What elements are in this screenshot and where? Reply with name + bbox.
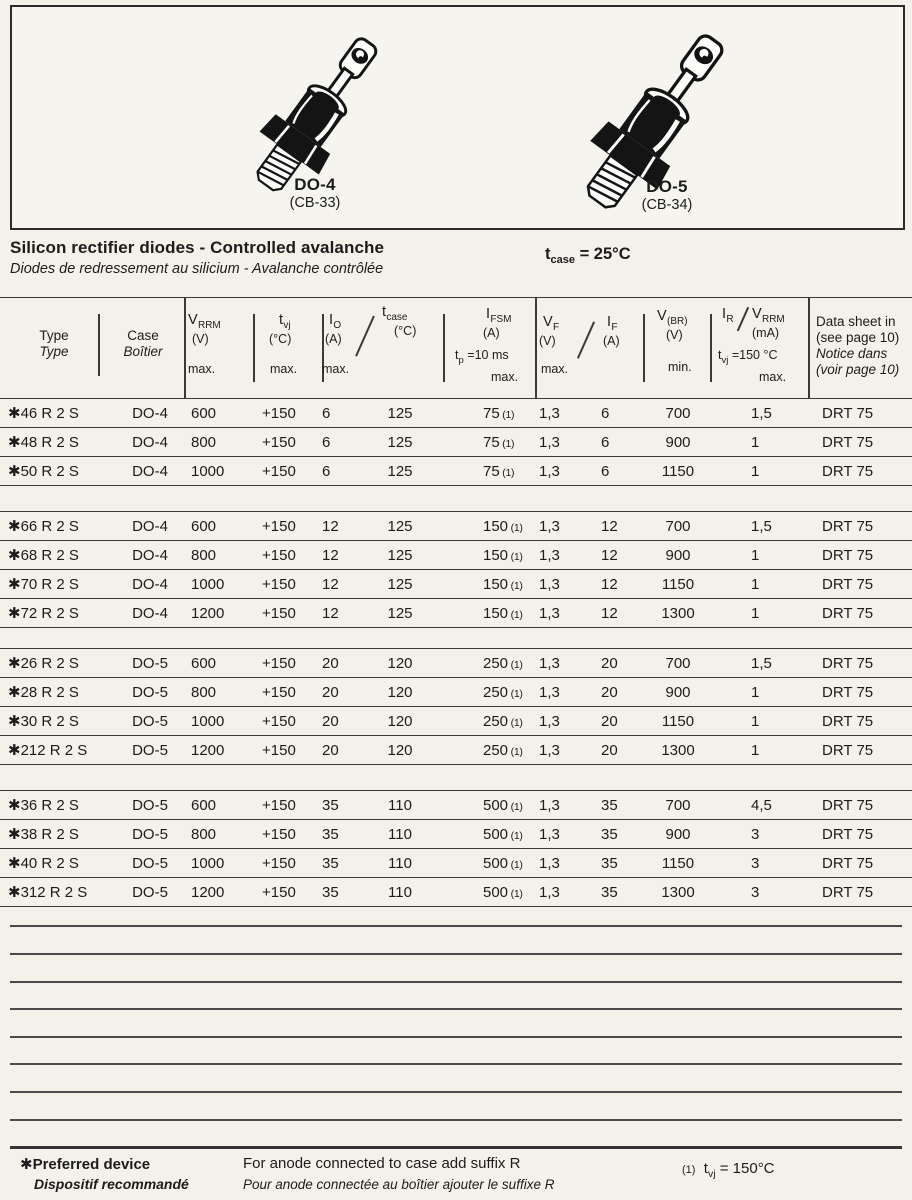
cell-vbr: 900 [665, 547, 691, 564]
cell-tvj: +150 [262, 684, 296, 701]
footnote-1: (1) $t_{vj} = 150^\circ C$ [682, 1160, 775, 1180]
cell-if: 6 [601, 405, 610, 422]
cell-sheet: DRT 75 [822, 405, 874, 422]
header-divider [535, 298, 537, 399]
cell-tvj: +150 [262, 655, 296, 672]
header-vf-limit: max. [541, 362, 569, 376]
cell-vf: 1,3 [539, 713, 560, 730]
cell-if: 35 [601, 826, 618, 843]
cell-vrrm: 600 [191, 518, 217, 535]
table-row [0, 678, 912, 707]
header-vf-symbol: $V_F$ [543, 314, 560, 333]
header-vf-unit: (V) [539, 334, 556, 348]
cell-type: ✱36 R 2 S [8, 797, 79, 814]
cell-tvj: +150 [262, 434, 296, 451]
cell-sheet: DRT 75 [822, 884, 874, 901]
cell-ifsm: 75 (1) [483, 463, 515, 480]
cell-tvj: +150 [262, 547, 296, 564]
cell-vrrm: 1200 [191, 884, 225, 901]
slash-vf-if [577, 321, 595, 358]
cell-vrrm: 800 [191, 547, 217, 564]
package-name-do5: DO-5 [646, 177, 688, 196]
cell-ifsm: 500 (1) [483, 826, 523, 843]
cell-ir: 1 [751, 684, 760, 701]
cell-type: ✱46 R 2 S [8, 405, 79, 422]
cell-case: DO-5 [132, 797, 168, 814]
cell-vbr: 1300 [661, 884, 695, 901]
cell-tvj: +150 [262, 855, 296, 872]
cell-tcase: 125 [387, 576, 413, 593]
blank-row-rule [10, 953, 902, 955]
cell-case: DO-5 [132, 742, 168, 759]
cell-tvj: +150 [262, 884, 296, 901]
cell-ifsm: 250 (1) [483, 742, 523, 759]
cell-ir: 1 [751, 713, 760, 730]
cell-sheet: DRT 75 [822, 655, 874, 672]
header-divider [443, 314, 445, 382]
cell-if: 20 [601, 655, 618, 672]
header-ifsm-symbol: $I_{FSM}$ [486, 306, 512, 325]
cell-vbr: 1150 [661, 855, 695, 872]
cell-case: DO-5 [132, 713, 168, 730]
cell-io: 20 [322, 655, 339, 672]
header-io-unit: (A) [325, 332, 342, 346]
cell-vf: 1,3 [539, 742, 560, 759]
cell-vf: 1,3 [539, 684, 560, 701]
cell-tvj: +150 [262, 405, 296, 422]
cell-if: 20 [601, 684, 618, 701]
cell-ifsm: 500 (1) [483, 884, 523, 901]
cell-vf: 1,3 [539, 884, 560, 901]
cell-vbr: 900 [665, 826, 691, 843]
cell-sheet: DRT 75 [822, 855, 874, 872]
cell-vbr: 1150 [661, 576, 695, 593]
cell-type: ✱40 R 2 S [8, 855, 79, 872]
cell-ir: 3 [751, 884, 760, 901]
cell-vf: 1,3 [539, 434, 560, 451]
blank-row-rule [10, 1008, 902, 1010]
table-row [0, 428, 912, 457]
cell-vf: 1,3 [539, 655, 560, 672]
cell-vbr: 900 [665, 434, 691, 451]
header-divider [710, 314, 712, 382]
cell-ifsm: 150 (1) [483, 518, 523, 535]
cell-case: DO-4 [132, 518, 168, 535]
cell-ifsm: 75 (1) [483, 434, 515, 451]
slash-io-tcase [355, 316, 374, 357]
header-ifsm-limit: max. [491, 370, 519, 384]
table-group [0, 648, 912, 765]
cell-case: DO-5 [132, 684, 168, 701]
cell-case: DO-4 [132, 547, 168, 564]
cell-if: 35 [601, 797, 618, 814]
header-ifsm-condition: $t_p =10$ ms [455, 348, 509, 366]
header-tvj-symbol: $t_{vj}$ [279, 312, 291, 331]
table-row [0, 820, 912, 849]
cell-tcase: 125 [387, 434, 413, 451]
cell-io: 20 [322, 742, 339, 759]
suffix-note-french: Pour anode connectée au boîtier ajouter le suffixe R [243, 1177, 555, 1192]
cell-vrrm: 1000 [191, 713, 225, 730]
cell-tcase: 125 [387, 605, 413, 622]
cell-tcase: 110 [388, 797, 412, 814]
cell-ir: 1,5 [751, 655, 772, 672]
preferred-device-note-french: Dispositif recommandé [34, 1176, 189, 1192]
header-ir-unit: (mA) [752, 326, 780, 340]
header-io-limit: max. [322, 362, 350, 376]
blank-row-rule [10, 981, 902, 983]
cell-vbr: 700 [665, 518, 691, 535]
header-vbr-limit: min. [668, 360, 692, 374]
header-tvj-unit: (°C) [269, 332, 292, 346]
cell-io: 12 [322, 576, 339, 593]
cell-if: 6 [601, 463, 610, 480]
cell-ifsm: 500 (1) [483, 855, 523, 872]
cell-ir: 3 [751, 826, 760, 843]
cell-vrrm: 800 [191, 826, 217, 843]
cell-vf: 1,3 [539, 405, 560, 422]
cell-ir: 1 [751, 605, 760, 622]
cell-case: DO-4 [132, 434, 168, 451]
table-row [0, 512, 912, 541]
cell-ifsm: 250 (1) [483, 713, 523, 730]
cell-tvj: +150 [262, 576, 296, 593]
cell-tcase: 125 [387, 518, 413, 535]
cell-io: 6 [322, 405, 331, 422]
cell-type: ✱38 R 2 S [8, 826, 79, 843]
cell-sheet: DRT 75 [822, 605, 874, 622]
cell-type: ✱312 R 2 S [8, 884, 88, 901]
header-vbr-unit: (V) [666, 328, 683, 342]
cell-io: 20 [322, 713, 339, 730]
cell-ir: 1 [751, 434, 760, 451]
cell-vbr: 1300 [661, 742, 695, 759]
cell-vbr: 700 [665, 797, 691, 814]
cell-ir: 1,5 [751, 518, 772, 535]
cell-ifsm: 500 (1) [483, 797, 523, 814]
header-sheet-line2: (see page 10) [816, 330, 900, 345]
header-if-symbol: $I_F$ [607, 314, 618, 333]
cell-type: ✱28 R 2 S [8, 684, 79, 701]
blank-row-rule [10, 1119, 902, 1121]
cell-vf: 1,3 [539, 605, 560, 622]
cell-vrrm: 1000 [191, 463, 225, 480]
cell-if: 12 [601, 605, 618, 622]
header-vbr-symbol: $V_{(BR)}$ [657, 308, 688, 327]
cell-vrrm: 1200 [191, 742, 225, 759]
cell-vbr: 1150 [661, 713, 695, 730]
cell-tcase: 110 [388, 884, 412, 901]
header-ifsm-unit: (A) [483, 326, 500, 340]
cell-vf: 1,3 [539, 547, 560, 564]
cell-ifsm: 150 (1) [483, 605, 523, 622]
cell-ifsm: 75 (1) [483, 405, 515, 422]
suffix-note: For anode connected to case add suffix R [243, 1155, 521, 1172]
cell-io: 35 [322, 797, 339, 814]
header-vrrm-symbol: $V_{RRM}$ [188, 312, 221, 331]
cell-sheet: DRT 75 [822, 742, 874, 759]
cell-tvj: +150 [262, 463, 296, 480]
cell-sheet: DRT 75 [822, 576, 874, 593]
cell-case: DO-4 [132, 576, 168, 593]
table-row [0, 849, 912, 878]
header-vrrm-limit: max. [188, 362, 216, 376]
cell-vrrm: 1000 [191, 576, 225, 593]
header-ir-limit: max. [759, 370, 787, 384]
cell-case: DO-5 [132, 826, 168, 843]
table-header [0, 297, 912, 399]
cell-io: 6 [322, 463, 331, 480]
cell-vrrm: 1200 [191, 605, 225, 622]
cell-sheet: DRT 75 [822, 797, 874, 814]
package-outline-box [10, 5, 905, 230]
cell-io: 20 [322, 684, 339, 701]
cell-sheet: DRT 75 [822, 713, 874, 730]
cell-type: ✱48 R 2 S [8, 434, 79, 451]
cell-tcase: 110 [388, 826, 412, 843]
cell-tcase: 125 [387, 463, 413, 480]
cell-sheet: DRT 75 [822, 518, 874, 535]
cell-io: 6 [322, 434, 331, 451]
cell-case: DO-5 [132, 884, 168, 901]
cell-vf: 1,3 [539, 826, 560, 843]
cell-case: DO-4 [132, 405, 168, 422]
header-if-unit: (A) [603, 334, 620, 348]
cell-ir: 1 [751, 742, 760, 759]
cell-tvj: +150 [262, 713, 296, 730]
cell-vf: 1,3 [539, 518, 560, 535]
header-divider [184, 298, 186, 399]
cell-vf: 1,3 [539, 576, 560, 593]
table-row [0, 599, 912, 628]
cell-sheet: DRT 75 [822, 434, 874, 451]
header-vrrm-unit: (V) [192, 332, 209, 346]
header-ir-vrrm-symbol: $V_{RRM}$ [752, 306, 785, 325]
cell-ir: 4,5 [751, 797, 772, 814]
cell-tvj: +150 [262, 797, 296, 814]
header-divider [253, 314, 255, 382]
cell-if: 35 [601, 855, 618, 872]
cell-sheet: DRT 75 [822, 463, 874, 480]
cell-type: ✱50 R 2 S [8, 463, 79, 480]
cell-vbr: 1300 [661, 605, 695, 622]
blank-row-rule [10, 1036, 902, 1038]
cell-type: ✱68 R 2 S [8, 547, 79, 564]
cell-ir: 3 [751, 855, 760, 872]
cell-io: 12 [322, 547, 339, 564]
cell-if: 20 [601, 713, 618, 730]
cell-vf: 1,3 [539, 855, 560, 872]
cell-type: ✱26 R 2 S [8, 655, 79, 672]
header-divider [808, 298, 810, 399]
cell-type: ✱72 R 2 S [8, 605, 79, 622]
table-row [0, 707, 912, 736]
cell-vf: 1,3 [539, 797, 560, 814]
table-row [0, 791, 912, 820]
cell-tvj: +150 [262, 742, 296, 759]
table-group [0, 511, 912, 628]
cell-io: 35 [322, 884, 339, 901]
table-row [0, 736, 912, 765]
cell-sheet: DRT 75 [822, 547, 874, 564]
cell-tvj: +150 [262, 605, 296, 622]
table-row [0, 399, 912, 428]
cell-vbr: 700 [665, 405, 691, 422]
cell-case: DO-5 [132, 855, 168, 872]
cell-ifsm: 150 (1) [483, 576, 523, 593]
cell-case: DO-4 [132, 463, 168, 480]
header-case-en: Case [127, 328, 159, 343]
cell-type: ✱212 R 2 S [8, 742, 88, 759]
cell-ir: 1 [751, 576, 760, 593]
cell-type: ✱66 R 2 S [8, 518, 79, 535]
header-tcase-unit: (°C) [394, 324, 417, 338]
cell-if: 20 [601, 742, 618, 759]
cell-if: 12 [601, 576, 618, 593]
cell-io: 35 [322, 855, 339, 872]
header-type-fr: Type [39, 344, 69, 359]
cell-tcase: 120 [387, 742, 413, 759]
cell-io: 12 [322, 518, 339, 535]
cell-ifsm: 150 (1) [483, 547, 523, 564]
cell-ir: 1 [751, 463, 760, 480]
cell-case: DO-5 [132, 655, 168, 672]
cell-vrrm: 600 [191, 797, 217, 814]
header-sheet-line3: Notice dans [816, 346, 888, 361]
page-title: Silicon rectifier diodes - Controlled avalanche [10, 238, 385, 257]
cell-tvj: +150 [262, 826, 296, 843]
cell-vrrm: 800 [191, 684, 217, 701]
cell-tcase: 120 [387, 655, 413, 672]
table-bottom-rule [10, 1146, 902, 1149]
cell-vrrm: 800 [191, 434, 217, 451]
cell-sheet: DRT 75 [822, 826, 874, 843]
cell-tvj: +150 [262, 518, 296, 535]
table-row [0, 878, 912, 907]
cell-ifsm: 250 (1) [483, 655, 523, 672]
cell-tcase: 110 [388, 855, 412, 872]
header-io-symbol: $I_O$ [329, 312, 342, 331]
cell-if: 12 [601, 518, 618, 535]
cell-if: 12 [601, 547, 618, 564]
slash-ir-vrrm [737, 307, 749, 331]
header-ir-symbol: $I_R$ [722, 306, 734, 325]
table-row [0, 570, 912, 599]
cell-vrrm: 600 [191, 655, 217, 672]
page-title-french: Diodes de redressement au silicium - Avalanche contrôlée [10, 261, 384, 277]
cell-io: 12 [322, 605, 339, 622]
blank-row-rule [10, 1091, 902, 1093]
cell-case: DO-4 [132, 605, 168, 622]
header-divider [98, 314, 100, 376]
header-tcase-symbol: $t_{case}$ [382, 304, 408, 323]
package-caseref-do4: (CB-33) [289, 195, 341, 211]
cell-if: 6 [601, 434, 610, 451]
cell-tcase: 120 [387, 684, 413, 701]
cell-tcase: 120 [387, 713, 413, 730]
preferred-device-note: ✱Preferred device [20, 1156, 151, 1173]
cell-if: 35 [601, 884, 618, 901]
cell-type: ✱30 R 2 S [8, 713, 79, 730]
package-name-do4: DO-4 [294, 175, 336, 194]
cell-sheet: DRT 75 [822, 684, 874, 701]
cell-tcase: 125 [387, 405, 413, 422]
cell-ifsm: 250 (1) [483, 684, 523, 701]
header-case-fr: Boîtier [123, 344, 163, 359]
table-group [0, 790, 912, 907]
header-divider [643, 314, 645, 382]
header-ir-condition: $t_{vj} =150$ °C [718, 348, 778, 366]
cell-ir: 1 [751, 547, 760, 564]
cell-ir: 1,5 [751, 405, 772, 422]
cell-vf: 1,3 [539, 463, 560, 480]
cell-tcase: 125 [387, 547, 413, 564]
table-row [0, 649, 912, 678]
header-sheet-line4: (voir page 10) [816, 362, 900, 377]
table-row [0, 457, 912, 486]
header-tvj-limit: max. [270, 362, 298, 376]
cell-vrrm: 1000 [191, 855, 225, 872]
table-group [0, 398, 912, 486]
case-temperature-condition: $t_{case} = 25^\circ C$ [545, 245, 631, 266]
header-type-en: Type [39, 328, 69, 343]
cell-type: ✱70 R 2 S [8, 576, 79, 593]
blank-row-rule [10, 925, 902, 927]
cell-vbr: 900 [665, 684, 691, 701]
cell-vrrm: 600 [191, 405, 217, 422]
package-caseref-do5: (CB-34) [641, 197, 693, 213]
table-row [0, 541, 912, 570]
cell-io: 35 [322, 826, 339, 843]
cell-vbr: 700 [665, 655, 691, 672]
cell-vbr: 1150 [661, 463, 695, 480]
blank-row-rule [10, 1063, 902, 1065]
header-sheet-line1: Data sheet in [816, 314, 896, 329]
